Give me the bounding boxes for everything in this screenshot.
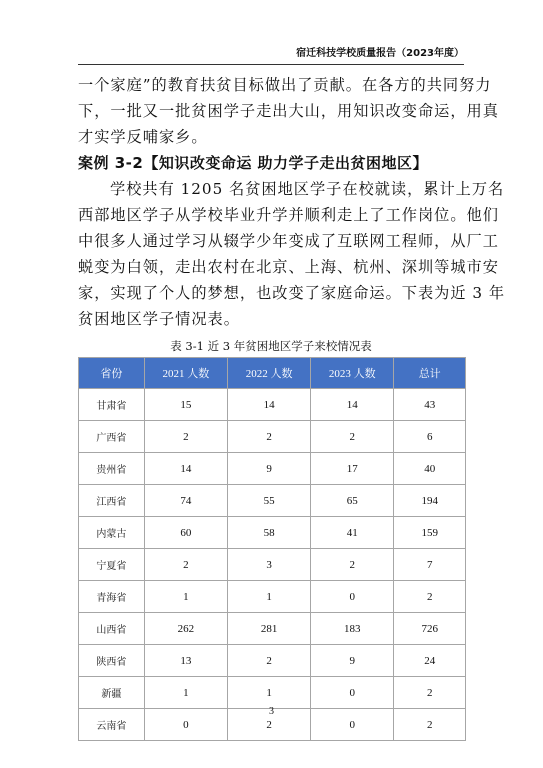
- body-text-block: [78, 72, 506, 332]
- header-total: 总计: [394, 358, 466, 389]
- cell-province: 陕西省: [79, 645, 145, 677]
- cell-value: 0: [144, 709, 227, 741]
- paragraph-line: 一个家庭”的教育扶贫目标做出了贡献。在各方的共同努力: [78, 76, 492, 94]
- paragraph-line: 才实学反哺家乡。: [78, 128, 208, 146]
- cell-value: 14: [144, 453, 227, 485]
- cell-value: 262: [144, 613, 227, 645]
- cell-value: 281: [227, 613, 310, 645]
- cell-total: 40: [394, 453, 466, 485]
- cell-total: 194: [394, 485, 466, 517]
- table-row: [79, 677, 466, 709]
- cell-value: 1: [144, 677, 227, 709]
- page-header: [78, 46, 464, 65]
- cell-province: 青海省: [79, 581, 145, 613]
- cell-province: 甘肃省: [79, 389, 145, 421]
- header-title: 宿迁科技学校质量报告（2023年度）: [296, 48, 464, 59]
- cell-value: 2: [311, 421, 394, 453]
- cell-total: 6: [394, 421, 466, 453]
- cell-province: 山西省: [79, 613, 145, 645]
- cell-total: 2: [394, 709, 466, 741]
- cell-province: 江西省: [79, 485, 145, 517]
- cell-value: 0: [311, 677, 394, 709]
- cell-value: 9: [227, 453, 310, 485]
- cell-value: 15: [144, 389, 227, 421]
- cell-value: 1: [144, 581, 227, 613]
- paragraph-line: 家，实现了个人的梦想，也改变了家庭命运。下表为近 3 年: [78, 284, 506, 302]
- cell-province: 内蒙古: [79, 517, 145, 549]
- cell-province: 广西省: [79, 421, 145, 453]
- cell-value: 2: [227, 709, 310, 741]
- cell-value: 2: [144, 421, 227, 453]
- table-row: [79, 485, 466, 517]
- paragraph-line: 蜕变为白领，走出农村在北京、上海、杭州、深圳等城市安: [78, 258, 499, 276]
- page-number: 3: [269, 706, 274, 717]
- table-row: [79, 613, 466, 645]
- student-table: [78, 357, 466, 741]
- header-2021: 2021 人数: [144, 358, 227, 389]
- cell-value: 55: [227, 485, 310, 517]
- paragraph-line: 中很多人通过学习从辍学少年变成了互联网工程师，从厂工: [78, 232, 499, 250]
- case-title: 案例 3-2【知识改变命运 助力学子走出贫困地区】: [78, 154, 429, 172]
- cell-value: 14: [311, 389, 394, 421]
- cell-province: 新疆: [79, 677, 145, 709]
- cell-value: 58: [227, 517, 310, 549]
- cell-value: 2: [144, 549, 227, 581]
- table-row: [79, 645, 466, 677]
- cell-value: 3: [227, 549, 310, 581]
- table-header-row: [79, 358, 466, 389]
- cell-value: 74: [144, 485, 227, 517]
- cell-value: 9: [311, 645, 394, 677]
- table-row: [79, 549, 466, 581]
- cell-total: 2: [394, 581, 466, 613]
- cell-value: 2: [227, 421, 310, 453]
- cell-value: 2: [227, 645, 310, 677]
- cell-total: 43: [394, 389, 466, 421]
- cell-total: 2: [394, 677, 466, 709]
- cell-province: 贵州省: [79, 453, 145, 485]
- cell-value: 17: [311, 453, 394, 485]
- header-2022: 2022 人数: [227, 358, 310, 389]
- table-row: [79, 517, 466, 549]
- paragraph-line: 贫困地区学子情况表。: [78, 310, 240, 328]
- cell-value: 13: [144, 645, 227, 677]
- cell-value: 65: [311, 485, 394, 517]
- table-caption: 表 3-1 近 3 年贫困地区学子来校情况表: [170, 339, 372, 353]
- table-row: [79, 453, 466, 485]
- cell-province: 宁夏省: [79, 549, 145, 581]
- cell-value: 183: [311, 613, 394, 645]
- cell-value: 0: [311, 709, 394, 741]
- table-row: [79, 421, 466, 453]
- cell-value: 60: [144, 517, 227, 549]
- header-province: 省份: [79, 358, 145, 389]
- cell-total: 7: [394, 549, 466, 581]
- cell-province: 云南省: [79, 709, 145, 741]
- cell-value: 41: [311, 517, 394, 549]
- cell-total: 726: [394, 613, 466, 645]
- cell-value: 14: [227, 389, 310, 421]
- cell-total: 159: [394, 517, 466, 549]
- table-row: [79, 389, 466, 421]
- cell-value: 1: [227, 581, 310, 613]
- table-row: [79, 581, 466, 613]
- header-2023: 2023 人数: [311, 358, 394, 389]
- paragraph-line: 下，一批又一批贫困学子走出大山，用知识改变命运，用真: [78, 102, 499, 120]
- paragraph-line: 学校共有 1205 名贫困地区学子在校就读，累计上万名: [110, 180, 505, 198]
- paragraph-line: 西部地区学子从学校毕业升学并顺利走上了工作岗位。他们: [78, 206, 499, 224]
- cell-value: 1: [227, 677, 310, 709]
- cell-value: 0: [311, 581, 394, 613]
- cell-value: 2: [311, 549, 394, 581]
- cell-total: 24: [394, 645, 466, 677]
